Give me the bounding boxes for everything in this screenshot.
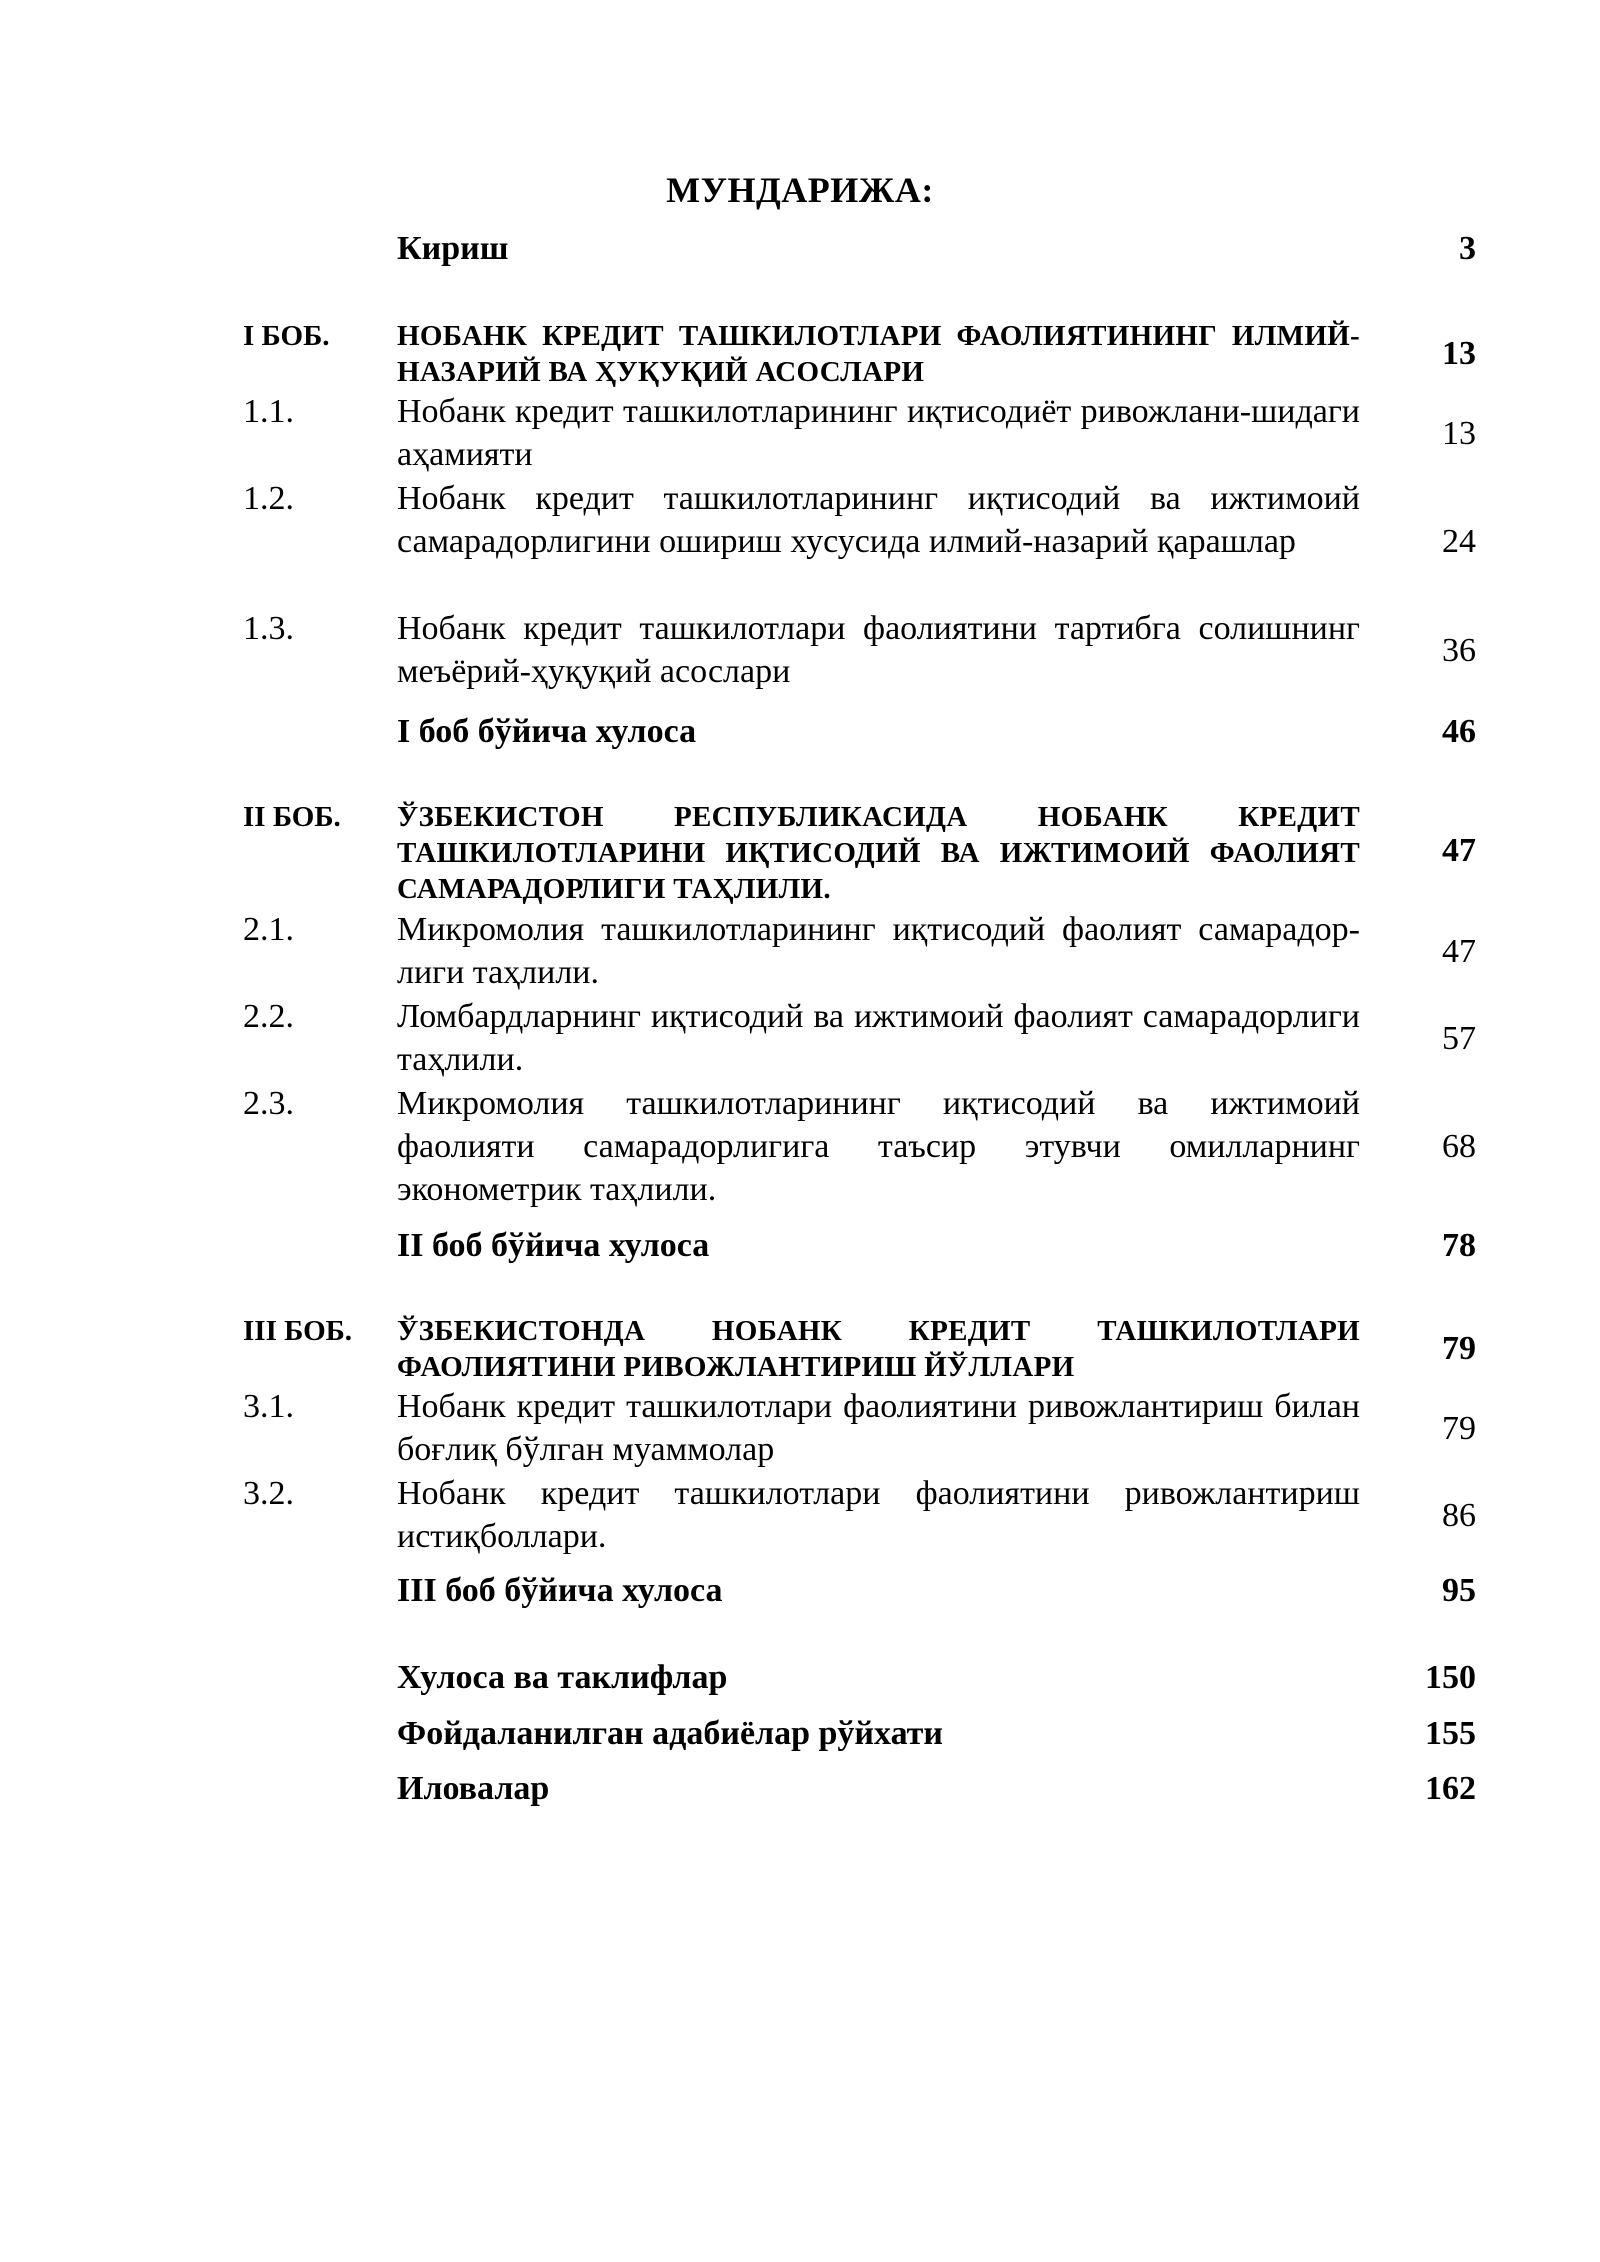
- chapter-title: ЎЗБЕКИСТОНДА НОБАНК КРЕДИТ ТАШКИЛОТЛАРИ ФАОЛИЯТИНИ РИВОЖЛАНТИРИШ ЙЎЛЛАРИ: [397, 1315, 1360, 1383]
- chapter-page: 79: [1442, 1330, 1476, 1367]
- chapter-page: 47: [1442, 832, 1476, 869]
- entry-page: 3: [1459, 230, 1476, 267]
- chapter-title: ЎЗБЕКИСТОН РЕСПУБЛИКАСИДА НОБАНК КРЕДИТ ТАШКИЛОТЛАРИНИ ИҚТИСОДИЙ ВА ИЖТИМОИЙ ФАОЛИЯТ САМАРАДОРЛИГИ ТАҲЛИЛИ.: [397, 801, 1360, 905]
- section-title: Микромолия ташкилотларининг иқтисодий ва ижтимоий фаолияти самарадорлигига таъсир этувчи омилларнинг эконометрик таҳлили.: [397, 1085, 1360, 1208]
- section-number: 3.1.: [243, 1388, 294, 1425]
- section-number: 3.2.: [243, 1475, 294, 1512]
- section-title: Нобанк кредит ташкилотларининг иқтисодиёт ривожлани-шидаги аҳамияти: [397, 393, 1360, 473]
- chapter-page: 13: [1442, 335, 1476, 372]
- section-title: Нобанк кредит ташкилотлари фаолиятини ривожлантириш билан боғлиқ бўлган муаммолар: [397, 1388, 1360, 1468]
- section-number: 2.3.: [243, 1085, 294, 1122]
- section-title: Ломбардларнинг иқтисодий ва ижтимоий фаолият самарадорлиги таҳлили.: [397, 998, 1360, 1078]
- chapter-title: НОБАНК КРЕДИТ ТАШКИЛОТЛАРИ ФАОЛИЯТИНИНГ ИЛМИЙ-НАЗАРИЙ ВА ҲУҚУҚИЙ АСОСЛАРИ: [397, 320, 1360, 388]
- section-number: 1.1.: [243, 393, 294, 430]
- section-title: Нобанк кредит ташкилотларининг иқтисодий ва ижтимоий самарадорлигини ошириш хусусида илмий-назарий қарашлар: [397, 480, 1360, 560]
- conclusion-label: I боб бўйича хулоса: [397, 713, 697, 750]
- section-page: 68: [1442, 1128, 1476, 1165]
- entry-label: Фойдаланилган адабиёлар рўйхати: [397, 1715, 943, 1752]
- entry-page: 162: [1425, 1770, 1476, 1807]
- section-page: 13: [1442, 415, 1476, 452]
- toc-title: МУНДАРИЖА:: [666, 170, 934, 210]
- chapter-number: III БОБ.: [243, 1315, 353, 1347]
- chapter-number: I БОБ.: [243, 320, 330, 352]
- conclusion-label: II боб бўйича хулоса: [397, 1227, 710, 1264]
- section-page: 79: [1442, 1410, 1476, 1447]
- section-number: 1.2.: [243, 480, 294, 517]
- section-number: 1.3.: [243, 610, 294, 647]
- section-title: Нобанк кредит ташкилотлари фаолиятини ривожлантириш истиқболлари.: [397, 1475, 1360, 1555]
- section-page: 36: [1442, 632, 1476, 669]
- entry-label: Кириш: [397, 230, 509, 267]
- section-page: 47: [1442, 933, 1476, 970]
- conclusion-page: 78: [1442, 1227, 1476, 1264]
- chapter-number: II БОБ.: [243, 801, 341, 833]
- section-number: 2.1.: [243, 911, 294, 948]
- entry-page: 150: [1425, 1659, 1476, 1696]
- conclusion-label: III боб бўйича хулоса: [397, 1572, 723, 1609]
- section-title: Нобанк кредит ташкилотлари фаолиятини тартибга солишнинг меъёрий-ҳуқуқий асослари: [397, 610, 1360, 690]
- section-page: 24: [1442, 523, 1476, 560]
- section-number: 2.2.: [243, 998, 294, 1035]
- entry-label: Хулоса ва таклифлар: [397, 1659, 728, 1696]
- conclusion-page: 95: [1442, 1572, 1476, 1609]
- section-title: Микромолия ташкилотларининг иқтисодий фаолият самарадор-лиги таҳлили.: [397, 911, 1360, 991]
- entry-page: 155: [1425, 1715, 1476, 1752]
- section-page: 57: [1442, 1020, 1476, 1057]
- entry-label: Иловалар: [397, 1770, 550, 1807]
- section-page: 86: [1442, 1497, 1476, 1534]
- conclusion-page: 46: [1442, 713, 1476, 750]
